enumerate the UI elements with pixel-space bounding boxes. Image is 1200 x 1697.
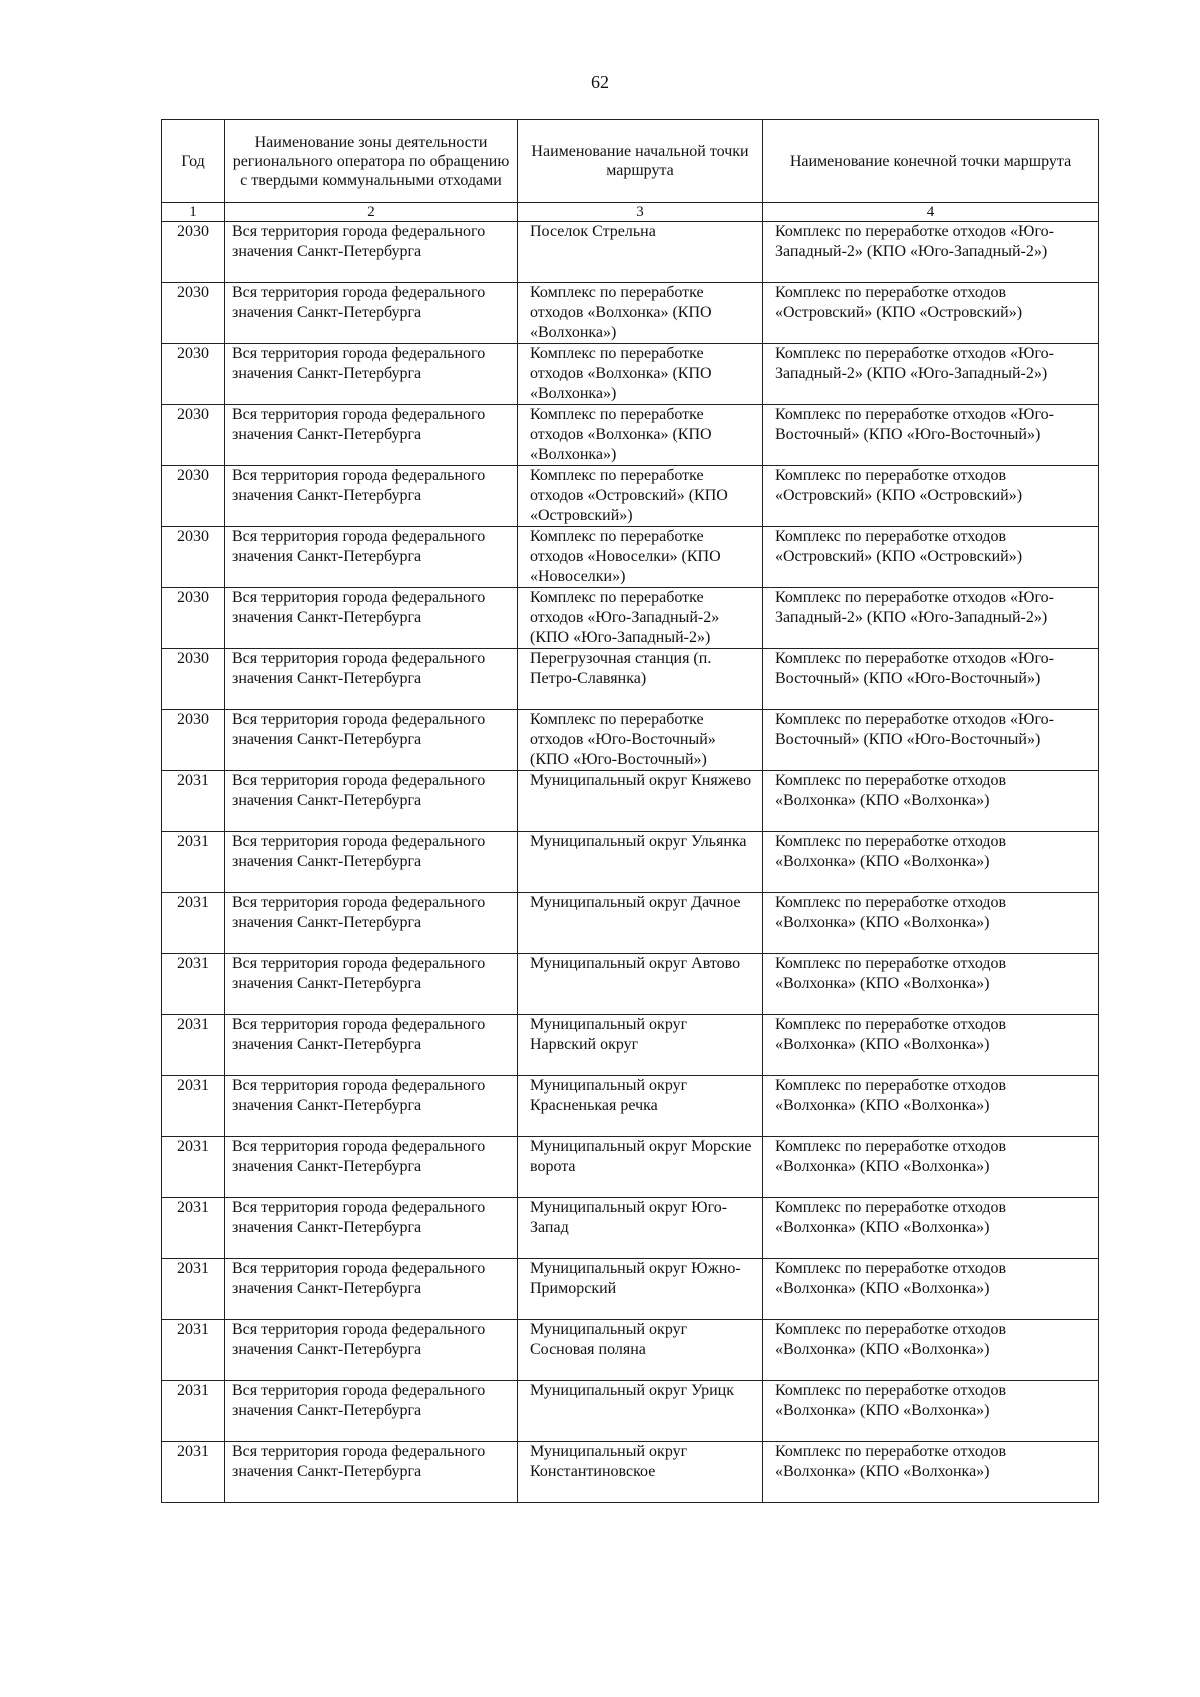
column-number-row [162,203,1099,222]
end-point-cell: Комплекс по переработке отходов «Островский» (КПО «Островский») [763,283,1099,344]
header-start-point: Наименование начальной точки маршрута [518,120,763,203]
year-cell: 2031 [162,1198,225,1259]
table-row [162,1076,1099,1137]
header-year: Год [162,120,225,203]
year-cell: 2031 [162,1442,225,1503]
end-point-cell: Комплекс по переработке отходов «Волхонка» (КПО «Волхонка») [763,1198,1099,1259]
start-point-cell: Комплекс по переработке отходов «Новоселки» (КПО «Новоселки») [518,527,763,588]
column-number: 1 [162,203,225,222]
year-cell: 2031 [162,954,225,1015]
year-cell: 2030 [162,588,225,649]
column-number: 2 [225,203,518,222]
table-row [162,954,1099,1015]
table-row [162,222,1099,283]
header-row [162,120,1099,203]
zone-cell: Вся территория города федерального значения Санкт-Петербурга [225,893,518,954]
year-cell: 2031 [162,1259,225,1320]
end-point-cell: Комплекс по переработке отходов «Волхонка» (КПО «Волхонка») [763,1076,1099,1137]
zone-cell: Вся территория города федерального значения Санкт-Петербурга [225,1015,518,1076]
year-cell: 2030 [162,405,225,466]
table-body [162,222,1099,1503]
end-point-cell: Комплекс по переработке отходов «Юго-Восточный» (КПО «Юго-Восточный») [763,710,1099,771]
start-point-cell: Комплекс по переработке отходов «Юго-Западный-2» (КПО «Юго-Западный-2») [518,588,763,649]
table-row [162,466,1099,527]
start-point-cell: Комплекс по переработке отходов «Волхонка» (КПО «Волхонка») [518,283,763,344]
end-point-cell: Комплекс по переработке отходов «Волхонка» (КПО «Волхонка») [763,1320,1099,1381]
zone-cell: Вся территория города федерального значения Санкт-Петербурга [225,344,518,405]
table-row [162,405,1099,466]
table-row [162,588,1099,649]
table-row [162,1137,1099,1198]
table-row [162,1320,1099,1381]
table-row [162,771,1099,832]
end-point-cell: Комплекс по переработке отходов «Волхонка» (КПО «Волхонка») [763,771,1099,832]
start-point-cell: Муниципальный округ Княжево [518,771,763,832]
year-cell: 2031 [162,1137,225,1198]
zone-cell: Вся территория города федерального значения Санкт-Петербурга [225,1259,518,1320]
year-cell: 2030 [162,710,225,771]
start-point-cell: Муниципальный округ Сосновая поляна [518,1320,763,1381]
end-point-cell: Комплекс по переработке отходов «Юго-Западный-2» (КПО «Юго-Западный-2») [763,344,1099,405]
start-point-cell: Перегрузочная станция (п. Петро-Славянка) [518,649,763,710]
year-cell: 2030 [162,466,225,527]
zone-cell: Вся территория города федерального значения Санкт-Петербурга [225,771,518,832]
header-end-point: Наименование конечной точки маршрута [763,120,1099,203]
end-point-cell: Комплекс по переработке отходов «Волхонка» (КПО «Волхонка») [763,893,1099,954]
zone-cell: Вся территория города федерального значения Санкт-Петербурга [225,405,518,466]
routes-table [161,119,1099,1503]
end-point-cell: Комплекс по переработке отходов «Юго-Восточный» (КПО «Юго-Восточный») [763,649,1099,710]
zone-cell: Вся территория города федерального значения Санкт-Петербурга [225,588,518,649]
table-row [162,1198,1099,1259]
end-point-cell: Комплекс по переработке отходов «Островский» (КПО «Островский») [763,466,1099,527]
end-point-cell: Комплекс по переработке отходов «Юго-Западный-2» (КПО «Юго-Западный-2») [763,588,1099,649]
zone-cell: Вся территория города федерального значения Санкт-Петербурга [225,283,518,344]
table-row [162,283,1099,344]
year-cell: 2030 [162,344,225,405]
year-cell: 2030 [162,283,225,344]
start-point-cell: Муниципальный округ Дачное [518,893,763,954]
column-number: 4 [763,203,1099,222]
header-zone: Наименование зоны деятельности регионального оператора по обращению с твердыми коммунальными отходами [225,120,518,203]
zone-cell: Вся территория города федерального значения Санкт-Петербурга [225,1320,518,1381]
table-row [162,1015,1099,1076]
zone-cell: Вся территория города федерального значения Санкт-Петербурга [225,710,518,771]
table-row [162,1381,1099,1442]
end-point-cell: Комплекс по переработке отходов «Волхонка» (КПО «Волхонка») [763,1015,1099,1076]
table-row [162,344,1099,405]
end-point-cell: Комплекс по переработке отходов «Волхонка» (КПО «Волхонка») [763,1381,1099,1442]
start-point-cell: Муниципальный округ Автово [518,954,763,1015]
start-point-cell: Комплекс по переработке отходов «Волхонка» (КПО «Волхонка») [518,405,763,466]
year-cell: 2031 [162,1015,225,1076]
table-row [162,710,1099,771]
start-point-cell: Муниципальный округ Юго-Запад [518,1198,763,1259]
end-point-cell: Комплекс по переработке отходов «Волхонка» (КПО «Волхонка») [763,954,1099,1015]
year-cell: 2031 [162,1320,225,1381]
zone-cell: Вся территория города федерального значения Санкт-Петербурга [225,466,518,527]
start-point-cell: Муниципальный округ Урицк [518,1381,763,1442]
end-point-cell: Комплекс по переработке отходов «Юго-Восточный» (КПО «Юго-Восточный») [763,405,1099,466]
zone-cell: Вся территория города федерального значения Санкт-Петербурга [225,1076,518,1137]
year-cell: 2031 [162,832,225,893]
year-cell: 2030 [162,649,225,710]
table-row [162,527,1099,588]
table-row [162,893,1099,954]
table-row [162,832,1099,893]
year-cell: 2031 [162,1381,225,1442]
table-row [162,1259,1099,1320]
start-point-cell: Муниципальный округ Морские ворота [518,1137,763,1198]
table-row [162,649,1099,710]
year-cell: 2031 [162,893,225,954]
zone-cell: Вся территория города федерального значения Санкт-Петербурга [225,1442,518,1503]
start-point-cell: Муниципальный округ Нарвский округ [518,1015,763,1076]
column-number: 3 [518,203,763,222]
end-point-cell: Комплекс по переработке отходов «Юго-Западный-2» (КПО «Юго-Западный-2») [763,222,1099,283]
zone-cell: Вся территория города федерального значения Санкт-Петербурга [225,832,518,893]
zone-cell: Вся территория города федерального значения Санкт-Петербурга [225,1381,518,1442]
year-cell: 2031 [162,1076,225,1137]
zone-cell: Вся территория города федерального значения Санкт-Петербурга [225,527,518,588]
end-point-cell: Комплекс по переработке отходов «Волхонка» (КПО «Волхонка») [763,1137,1099,1198]
start-point-cell: Поселок Стрельна [518,222,763,283]
year-cell: 2031 [162,771,225,832]
end-point-cell: Комплекс по переработке отходов «Волхонка» (КПО «Волхонка») [763,1442,1099,1503]
zone-cell: Вся территория города федерального значения Санкт-Петербурга [225,222,518,283]
zone-cell: Вся территория города федерального значения Санкт-Петербурга [225,1137,518,1198]
table-row [162,1442,1099,1503]
end-point-cell: Комплекс по переработке отходов «Волхонка» (КПО «Волхонка») [763,832,1099,893]
zone-cell: Вся территория города федерального значения Санкт-Петербурга [225,649,518,710]
year-cell: 2030 [162,222,225,283]
page-number: 62 [591,72,609,92]
year-cell: 2030 [162,527,225,588]
start-point-cell: Комплекс по переработке отходов «Волхонка» (КПО «Волхонка») [518,344,763,405]
end-point-cell: Комплекс по переработке отходов «Волхонка» (КПО «Волхонка») [763,1259,1099,1320]
start-point-cell: Комплекс по переработке отходов «Юго-Восточный» (КПО «Юго-Восточный») [518,710,763,771]
start-point-cell: Муниципальный округ Ульянка [518,832,763,893]
zone-cell: Вся территория города федерального значения Санкт-Петербурга [225,1198,518,1259]
start-point-cell: Муниципальный округ Южно-Приморский [518,1259,763,1320]
zone-cell: Вся территория города федерального значения Санкт-Петербурга [225,954,518,1015]
start-point-cell: Муниципальный округ Красненькая речка [518,1076,763,1137]
start-point-cell: Муниципальный округ Константиновское [518,1442,763,1503]
end-point-cell: Комплекс по переработке отходов «Островский» (КПО «Островский») [763,527,1099,588]
start-point-cell: Комплекс по переработке отходов «Островский» (КПО «Островский») [518,466,763,527]
